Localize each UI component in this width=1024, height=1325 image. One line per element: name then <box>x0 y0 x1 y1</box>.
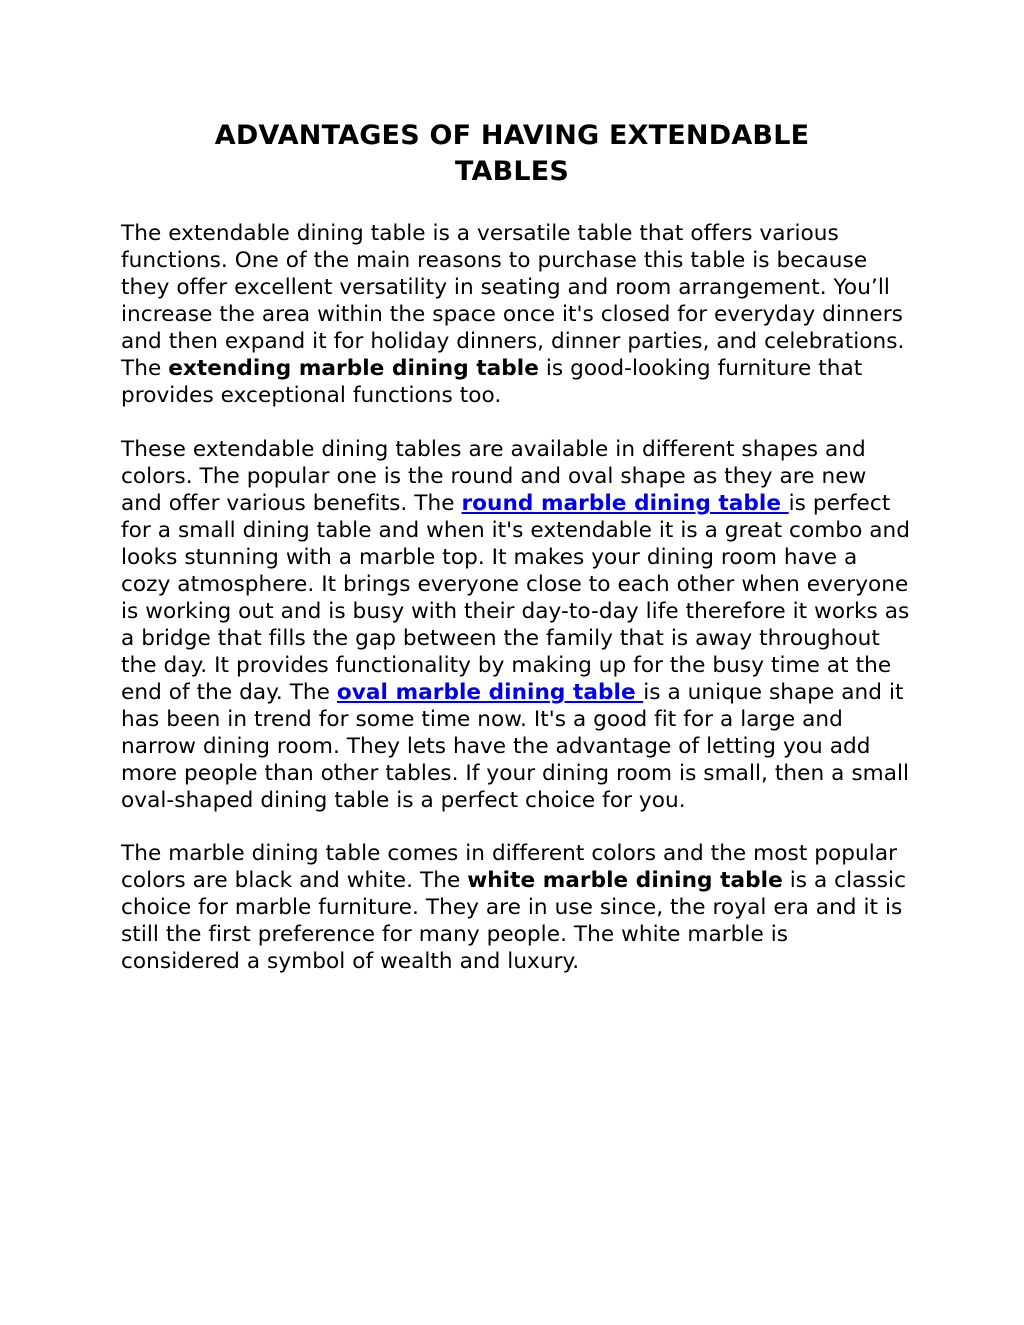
page-title <box>121 118 913 190</box>
link-oval-marble-dining-table[interactable]: oval marble dining table <box>336 680 644 705</box>
paragraph-colors-text-b: is a classic choice for marble furniture. They are in use since, the royal era and it is still the first preference for many people. The white marble is considered a symbol of wealth and luxury. <box>121 868 906 974</box>
paragraph-colors <box>121 840 913 975</box>
document-page <box>121 118 913 975</box>
paragraph-intro-text-b: is good-looking furniture that provides exceptional functions too. <box>121 356 863 408</box>
paragraph-shapes-text-a: These extendable dining tables are available in different shapes and colors. The popular one is the round and oval shape as they are new and offer various benefits. The <box>121 437 867 516</box>
paragraph-intro-text-a: The extendable dining table is a versatile table that offers various functions. One of the main reasons to purchase this table is because they offer excellent versatility in seating and room arrangement. You’ll increase the area within the space once it's closed for everyday dinners and then expand it for holiday dinners, dinner parties, and celebrations. The <box>121 221 905 381</box>
paragraph-shapes-text-b: is perfect for a small dining table and when it's extendable it is a great combo and looks stunning with a marble top. It makes your dining room have a cozy atmosphere. It brings everyone close to each other when everyone is working out and is busy with their day-to-day life therefore it works as a bridge that fills the gap between the family that is away throughout the day. It provides functionality by making up for the busy time at the end of the day. The <box>121 491 911 705</box>
link-round-marble-dining-table[interactable]: round marble dining table <box>461 491 789 516</box>
title-line-1: ADVANTAGES OF HAVING EXTENDABLE <box>214 120 810 151</box>
paragraph-shapes-text-c: is a unique shape and it has been in trend for some time now. It's a good fit for a large and narrow dining room. They lets have the advantage of letting you add more people than other tables. If your dining room is small, then a small oval-shaped dining table is a perfect choice for you. <box>121 680 910 813</box>
title-line-2: TABLES <box>454 156 570 187</box>
paragraph-intro <box>121 220 913 409</box>
bold-extending-marble-dining-table: extending marble dining table <box>168 356 539 381</box>
bold-white-marble-dining-table: white marble dining table <box>467 868 783 893</box>
paragraph-shapes <box>121 436 913 814</box>
paragraph-colors-text-a: The marble dining table comes in different colors and the most popular colors are black and white. The <box>121 841 898 893</box>
